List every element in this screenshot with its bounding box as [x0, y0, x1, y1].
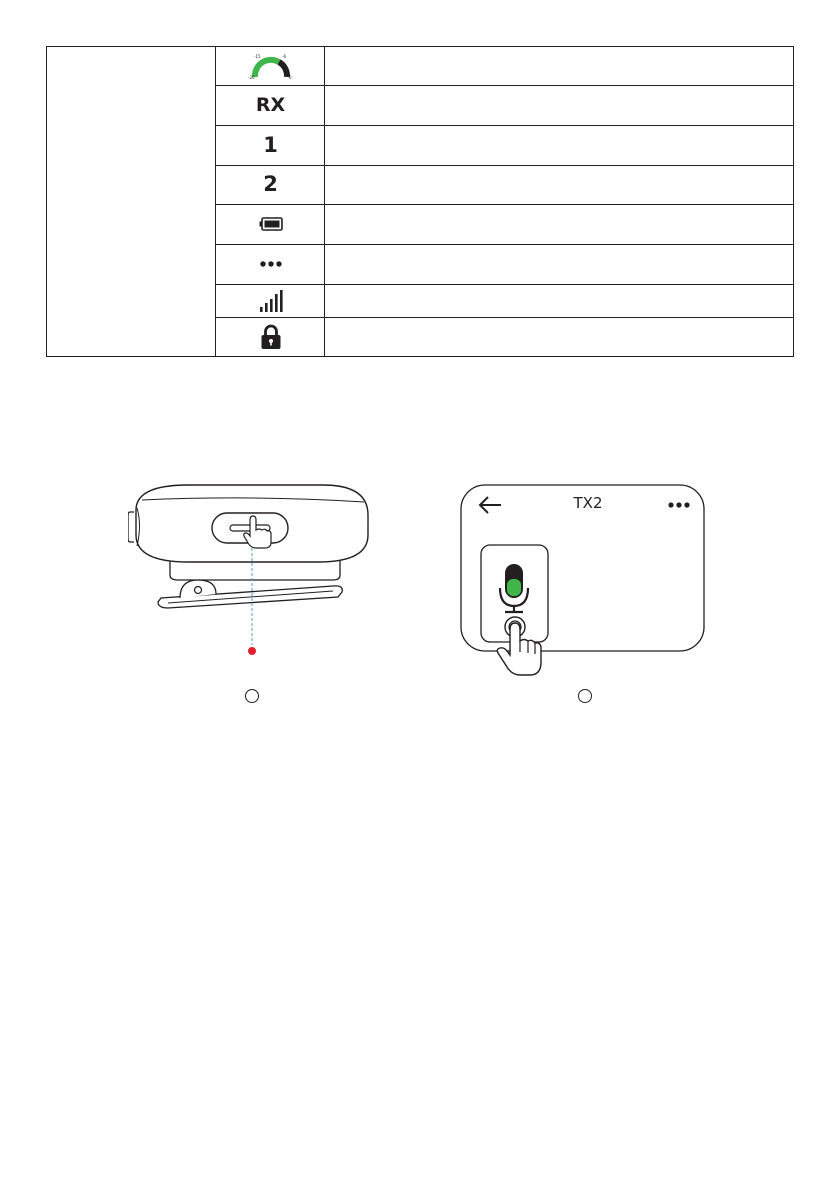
step-marker-right — [578, 689, 592, 703]
description-cell — [325, 204, 793, 244]
description-cell — [325, 165, 793, 204]
table-row — [216, 317, 325, 356]
transmitter-device-illustration — [128, 480, 378, 665]
more-dots-icon — [668, 502, 689, 507]
description-cell — [325, 85, 793, 125]
table-left-column — [47, 47, 216, 356]
more-dots-icon — [259, 260, 283, 268]
touch-screen-illustration — [460, 484, 706, 678]
lock-icon — [260, 324, 282, 350]
svg-text:-20: -20 — [247, 75, 255, 80]
table-row — [216, 244, 325, 284]
svg-text:-15: -15 — [253, 54, 261, 59]
channel-1-icon: 1 — [263, 132, 278, 157]
rx-text-icon: RX — [255, 93, 286, 116]
description-cell — [325, 284, 793, 317]
screen-title: TX2 — [573, 494, 603, 512]
description-cell — [325, 125, 793, 165]
step-marker-left — [245, 689, 259, 703]
table-row — [216, 85, 325, 125]
channel-2-icon: 2 — [263, 172, 278, 196]
table-row — [216, 47, 325, 85]
signal-bars-icon — [259, 289, 283, 313]
table-row — [216, 125, 325, 165]
description-cell — [325, 244, 793, 284]
svg-text:0: 0 — [288, 75, 292, 80]
level-meter-icon — [246, 50, 296, 82]
icon-table — [46, 46, 794, 357]
table-row — [216, 204, 325, 244]
description-cell — [325, 47, 793, 85]
table-row — [216, 165, 325, 204]
battery-icon — [259, 217, 283, 231]
svg-text:-6: -6 — [281, 54, 286, 59]
description-cell — [325, 317, 793, 356]
table-row — [216, 284, 325, 317]
